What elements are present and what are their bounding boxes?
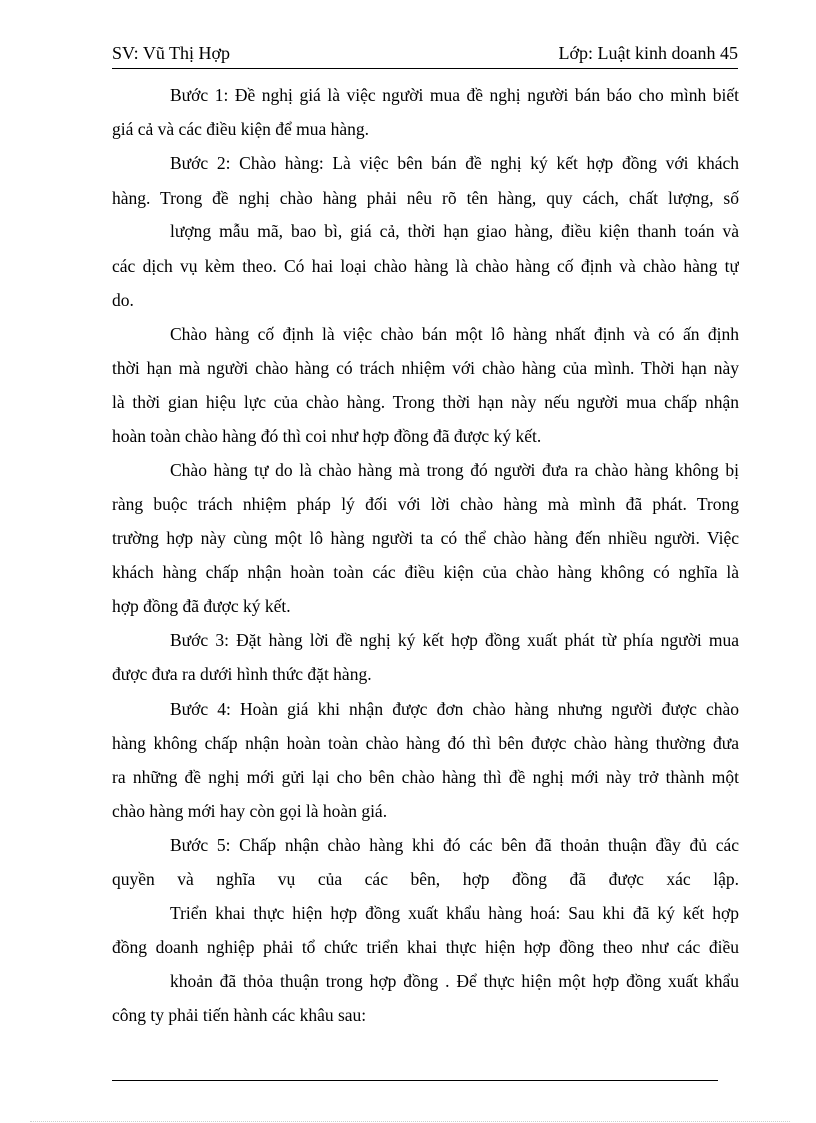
text-line: lượng mẫu mã, bao bì, giá cả, thời hạn giao hàng, điều kiện thanh toán và bbox=[170, 221, 739, 241]
text-line: khoản đã thỏa thuận trong hợp đồng . Để thực hiện một hợp đồng xuất khẩu bbox=[170, 971, 739, 991]
text-line: khách hàng chấp nhận hoàn toàn các điều kiện của chào hàng không có nghĩa là bbox=[112, 562, 739, 582]
text-line: Bước 2: Chào hàng: Là việc bên bán đề nghị ký kết hợp đồng với khách bbox=[170, 153, 739, 173]
text-line: Bước 3: Đặt hàng lời đề nghị ký kết hợp đồng xuất phát từ phía người mua bbox=[170, 630, 739, 650]
text-line: Chào hàng cố định là việc chào bán một lô hàng nhất định và có ấn định bbox=[170, 324, 739, 344]
text-line: Bước 4: Hoàn giá khi nhận được đơn chào hàng nhưng người được chào bbox=[170, 699, 739, 719]
text-line: trường hợp này cùng một lô hàng người ta có thể chào hàng đến nhiều người. Việc bbox=[112, 528, 739, 548]
text-line: do. bbox=[112, 290, 134, 310]
text-line: Bước 1: Đề nghị giá là việc người mua đề nghị người bán báo cho mình biết bbox=[170, 85, 739, 105]
text-line: được đưa ra dưới hình thức đặt hàng. bbox=[112, 664, 372, 684]
text-line: ràng buộc trách nhiệm pháp lý đối với lời chào hàng mà mình đã phát. Trong bbox=[112, 494, 739, 514]
text-line: chào hàng mới hay còn gọi là hoàn giá. bbox=[112, 801, 388, 821]
text-line: các dịch vụ kèm theo. Có hai loại chào hàng là chào hàng cố định và chào hàng tự bbox=[112, 256, 739, 276]
text-line: hàng. Trong đề nghị chào hàng phải nêu rõ tên hàng, quy cách, chất lượng, số bbox=[112, 188, 739, 208]
text-line: giá cả và các điều kiện để mua hàng. bbox=[112, 119, 370, 139]
footer-rule bbox=[112, 1080, 718, 1081]
text-line: đồng doanh nghiệp phải tổ chức triển khai thực hiện hợp đồng theo như các điều bbox=[112, 937, 739, 957]
text-line: Chào hàng tự do là chào hàng mà trong đó người đưa ra chào hàng không bị bbox=[170, 460, 739, 480]
class-name: Lớp: Luật kinh doanh 45 bbox=[558, 43, 738, 63]
text-line: là thời gian hiệu lực của chào hàng. Trong thời hạn này nếu người mua chấp nhận bbox=[112, 392, 739, 412]
text-line: thời hạn mà người chào hàng có trách nhiệm với chào hàng của mình. Thời hạn này bbox=[112, 358, 739, 378]
text-line: ra những đề nghị mới gửi lại cho bên chào hàng thì đề nghị mới này trở thành một bbox=[112, 767, 739, 787]
text-line: Bước 5: Chấp nhận chào hàng khi đó các bên đã thoản thuận đầy đủ các bbox=[170, 835, 739, 855]
text-line: hoàn toàn chào hàng đó thì coi như hợp đồng đã được ký kết. bbox=[112, 426, 542, 446]
text-line: quyền và nghĩa vụ của các bên, hợp đồng đã được xác lập. bbox=[112, 869, 739, 889]
page-edge-divider bbox=[30, 1121, 790, 1122]
text-line: hàng không chấp nhận hoàn toàn chào hàng đó thì bên được chào hàng thường đưa bbox=[112, 733, 739, 753]
student-name: SV: Vũ Thị Hợp bbox=[112, 43, 231, 63]
page-header bbox=[112, 38, 738, 69]
text-line: công ty phải tiến hành các khâu sau: bbox=[112, 1005, 367, 1025]
text-line: hợp đồng đã được ký kết. bbox=[112, 596, 291, 616]
text-line: Triển khai thực hiện hợp đồng xuất khẩu hàng hoá: Sau khi đã ký kết hợp bbox=[170, 903, 739, 923]
